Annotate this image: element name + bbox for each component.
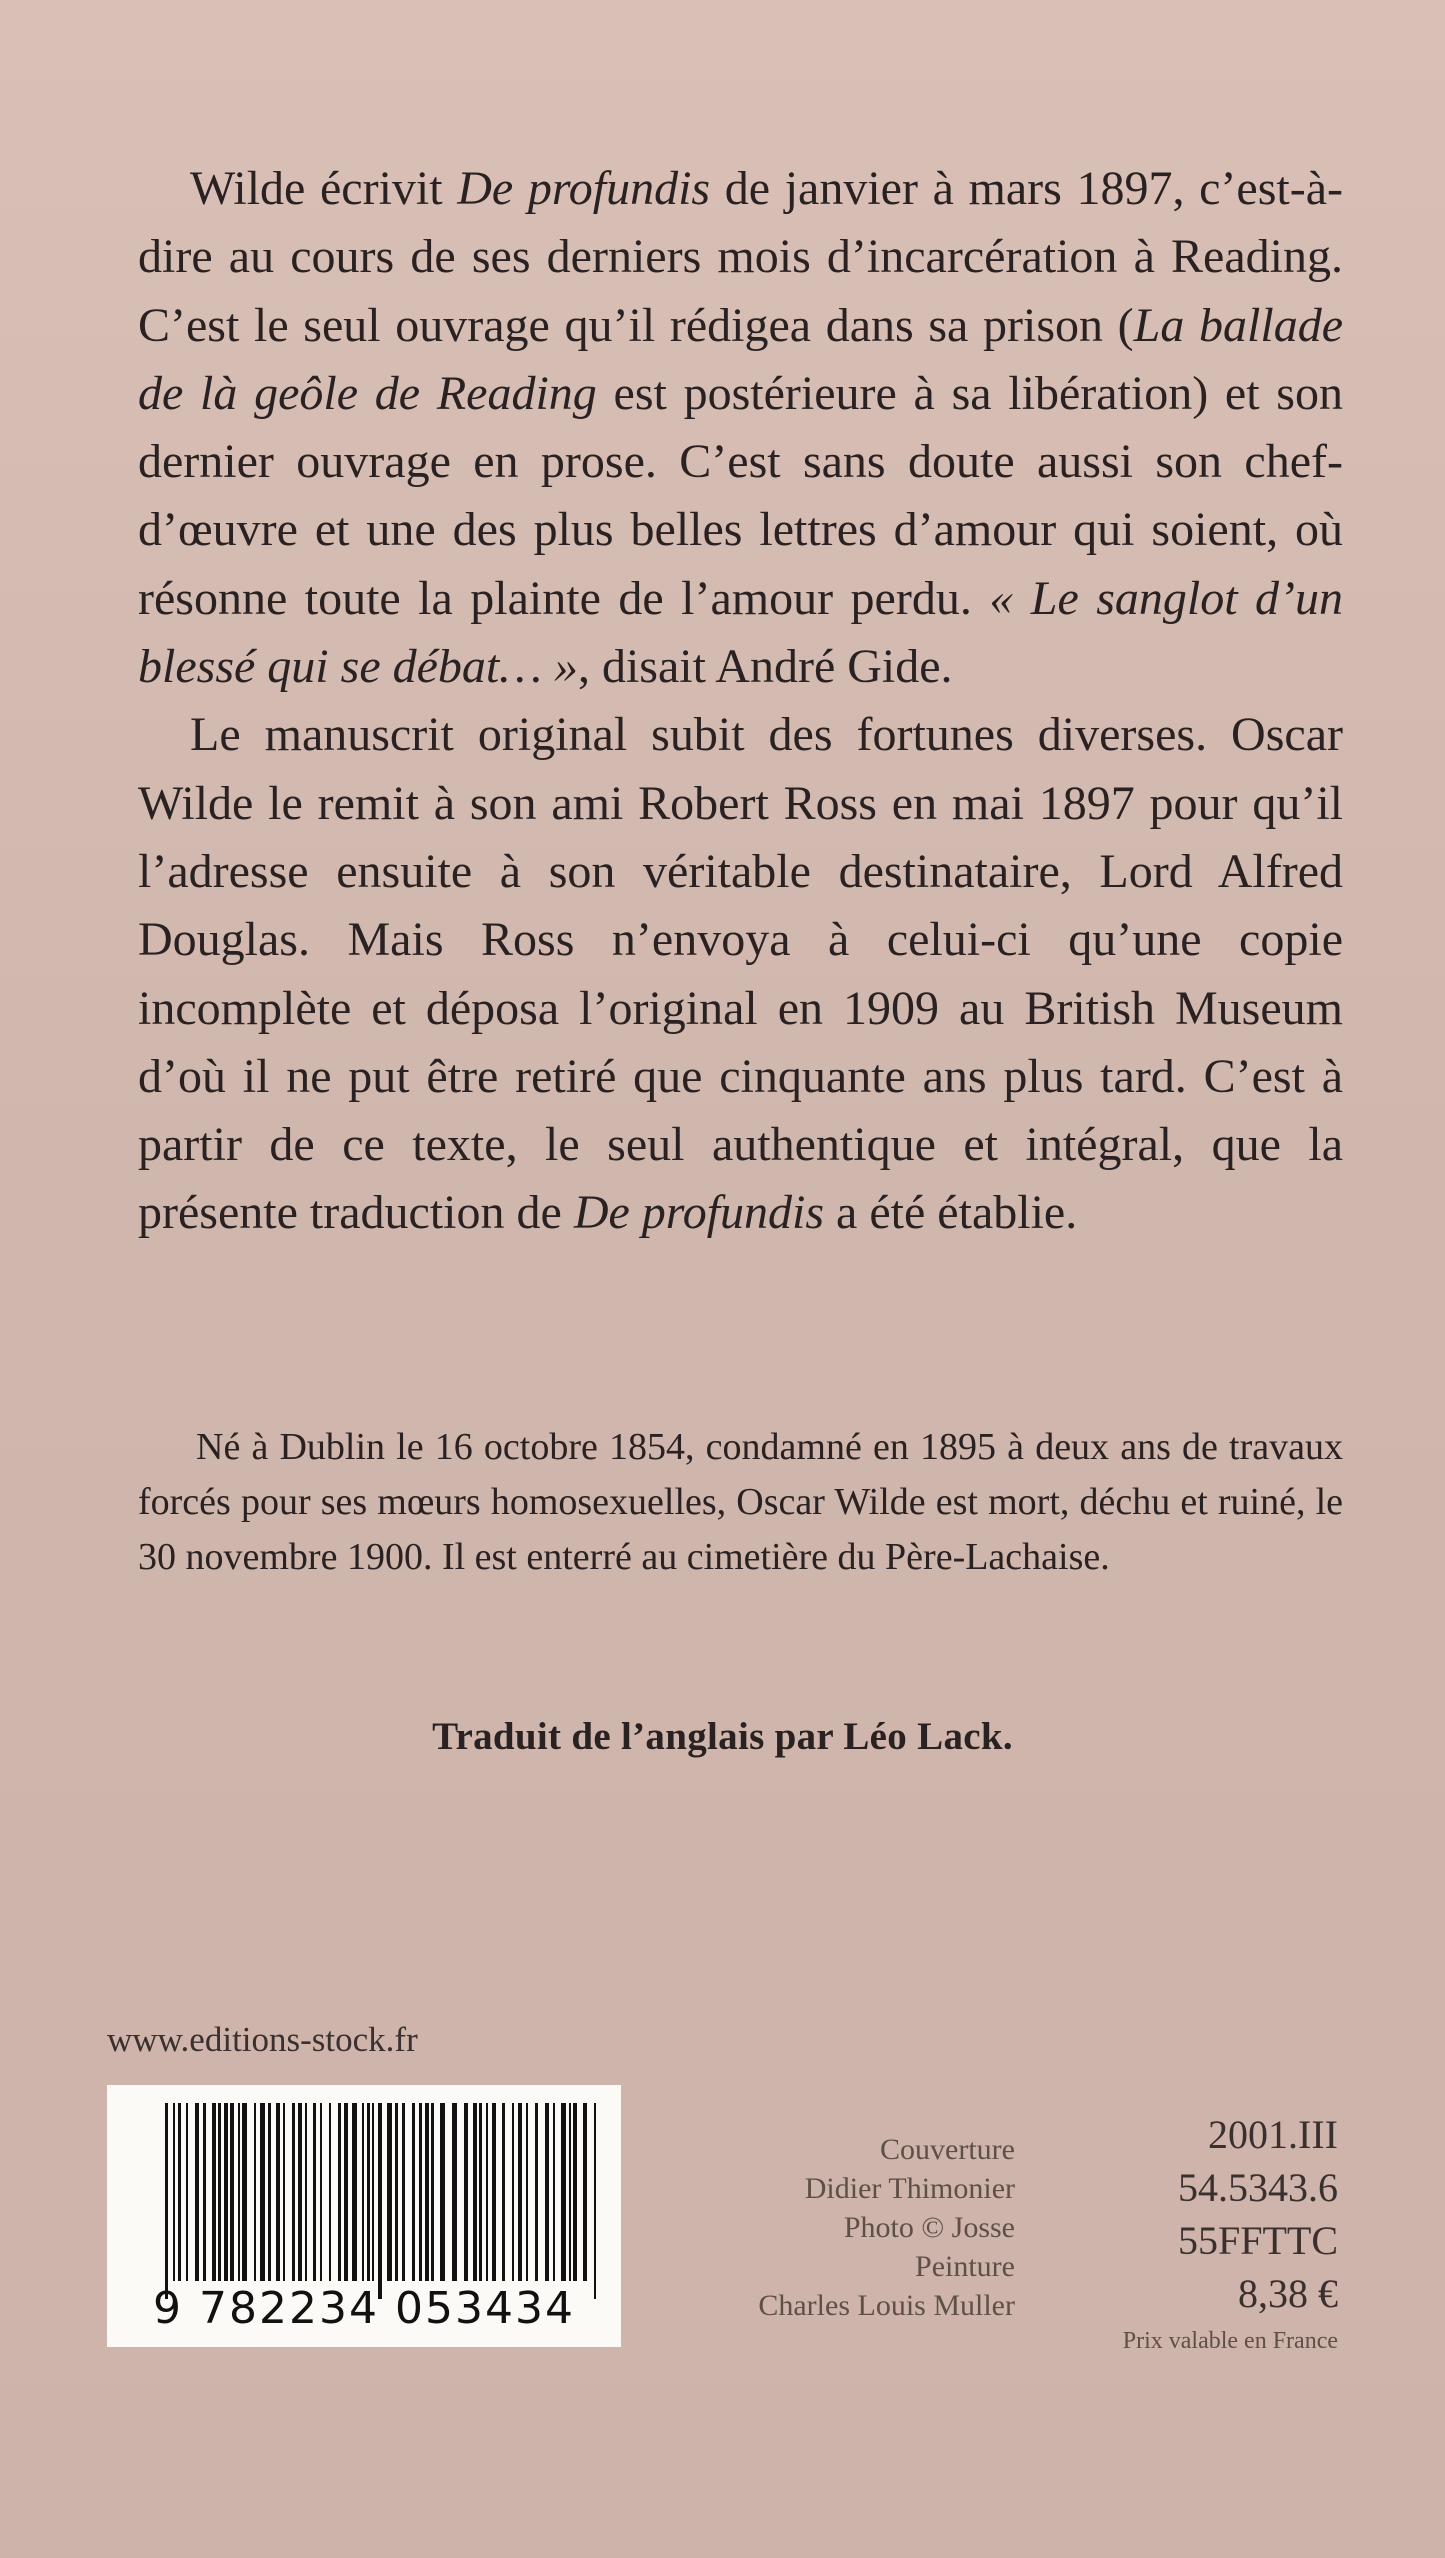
barcode-bar: [218, 2103, 221, 2281]
back-cover-blurb: [138, 155, 1343, 1248]
barcode-bar: [352, 2103, 357, 2281]
barcode-bar: [486, 2103, 488, 2281]
barcode-bar: [338, 2103, 341, 2281]
isbn-barcode: [107, 2085, 621, 2347]
barcode-bar: [378, 2103, 382, 2299]
catalog-codes: [1020, 2108, 1338, 2320]
cover-credits: [640, 2130, 1015, 2325]
barcode-bar: [260, 2103, 265, 2281]
barcode-bar: [178, 2103, 181, 2281]
barcode-bar: [419, 2103, 422, 2281]
barcode-bar: [186, 2103, 188, 2281]
blurb-text: Wilde écrivit: [190, 162, 458, 215]
barcode-bar: [395, 2103, 398, 2281]
barcode-bar: [283, 2103, 285, 2281]
barcode-bar: [412, 2103, 415, 2281]
book-title: De profundis: [573, 1186, 825, 1240]
credit-line: Charles Louis Muller: [758, 2289, 1015, 2322]
barcode-bar: [242, 2103, 247, 2281]
barcode-bar: [573, 2103, 577, 2281]
barcode-bar: [203, 2103, 206, 2281]
barcode-bar: [268, 2103, 271, 2281]
publisher-website: www.editions-stock.fr: [107, 2020, 418, 2059]
price: 8,38 €: [1238, 2271, 1338, 2316]
barcode-bar: [545, 2103, 549, 2281]
catalog-code: 55FFTTC: [1177, 2218, 1338, 2263]
barcode-bar: [561, 2103, 566, 2281]
book-title: La ballade de là geôle de Reading: [138, 298, 1344, 420]
blurb-text: de janvier à mars 1897, c’est-à-dire au cours de ses derniers mois d’incarcération à Reading. C’est le seul ouvrage qu’il rédigea dans sa prison (: [138, 162, 1344, 352]
barcode-bar: [387, 2103, 392, 2281]
author-bio: [138, 1420, 1343, 1585]
blurb-paragraph-2: [138, 701, 1343, 1247]
barcode-bar: [305, 2103, 307, 2281]
blurb-text: Le manuscrit original subit des fortunes diverses. Oscar Wilde le remit à son ami Robert Ross en mai 1897 pour qu’il l’adresse ensuite à son véritable destinataire, Lord Alfred Douglas. Mais Ross n’envoya à celui-ci qu’une copie incomplète et déposa l’original en 1909 au British Museum d’où il ne put être retiré que cinquante ans plus tard. C’est à partir de ce texte, le seul authentique et intégral, que la présente traduction de: [138, 708, 1343, 1240]
barcode-bar: [518, 2103, 522, 2281]
credit-line: Peinture: [915, 2250, 1015, 2283]
barcode-bar: [372, 2103, 374, 2281]
barcode-bar: [440, 2103, 445, 2281]
credit-line: Photo © Josse: [843, 2211, 1015, 2244]
barcode-bar: [320, 2103, 322, 2281]
barcode-bar: [362, 2103, 364, 2281]
catalog-code: 54.5343.6: [1178, 2165, 1338, 2210]
barcode-bar: [195, 2103, 199, 2281]
barcode-bar: [212, 2103, 216, 2281]
blurb-paragraph-1: [138, 155, 1343, 701]
barcode-bar: [452, 2103, 457, 2281]
gide-quote: « Le sanglot d’un blessé qui se débat… »: [138, 571, 1343, 694]
barcode-bar: [254, 2103, 256, 2281]
barcode-bar: [329, 2103, 331, 2281]
translator-credit: Traduit de l’anglais par Léo Lack.: [432, 1715, 1013, 1758]
barcode-bar: [464, 2103, 468, 2281]
barcode-bar: [292, 2103, 295, 2281]
barcode-bar: [165, 2103, 168, 2299]
barcode-bar: [594, 2103, 596, 2299]
barcode-bar: [276, 2103, 280, 2281]
barcode-bar: [553, 2103, 555, 2281]
barcode-bar: [492, 2103, 496, 2281]
barcode-bar: [526, 2103, 528, 2281]
barcode-bar: [512, 2103, 514, 2281]
price-note: Prix valable en France: [1122, 2328, 1338, 2354]
barcode-bar: [583, 2103, 587, 2281]
barcode-bar: [502, 2103, 505, 2281]
author-bio-text: Né à Dublin le 16 octobre 1854, condamné en 1895 à deux ans de travaux forcés pour ses mœurs homosexuelles, Oscar Wilde est mort, déchu et ruiné, le 30 novembre 1900. Il est enterré au cimetière du Père-Lachaise.: [138, 1426, 1343, 1578]
credit-line: Didier Thimonier: [804, 2172, 1015, 2205]
barcode-bar: [344, 2103, 348, 2281]
barcode-bar: [224, 2103, 228, 2281]
barcode-bar: [473, 2103, 477, 2281]
barcode-bar: [425, 2103, 429, 2281]
catalog-code: 2001.III: [1208, 2112, 1338, 2157]
barcode-bar: [569, 2103, 571, 2281]
barcode-bar: [431, 2103, 434, 2281]
blurb-text: a été établie.: [824, 1186, 1078, 1240]
barcode-number: 9 782234 053434: [153, 2283, 575, 2334]
barcode-bar: [173, 2103, 175, 2281]
barcode-bar: [367, 2103, 370, 2281]
barcode-bar: [479, 2103, 482, 2281]
barcode-bar: [230, 2103, 234, 2281]
book-title: De profundis: [457, 162, 711, 215]
barcode-bar: [313, 2103, 316, 2281]
barcode-bar: [238, 2103, 240, 2281]
blurb-text: est postérieure à sa libération) et son dernier ouvrage en prose. C’est sans doute aussi son chef-d’œuvre et une des plus belles lettres d’amour qui soient, où résonne toute la plainte de l’amour perdu.: [138, 366, 1343, 625]
barcode-bar: [298, 2103, 302, 2281]
barcode-bar: [535, 2103, 538, 2281]
blurb-text: , disait André Gide.: [577, 640, 953, 694]
credit-line: Couverture: [880, 2133, 1015, 2166]
barcode-bar: [402, 2103, 405, 2281]
